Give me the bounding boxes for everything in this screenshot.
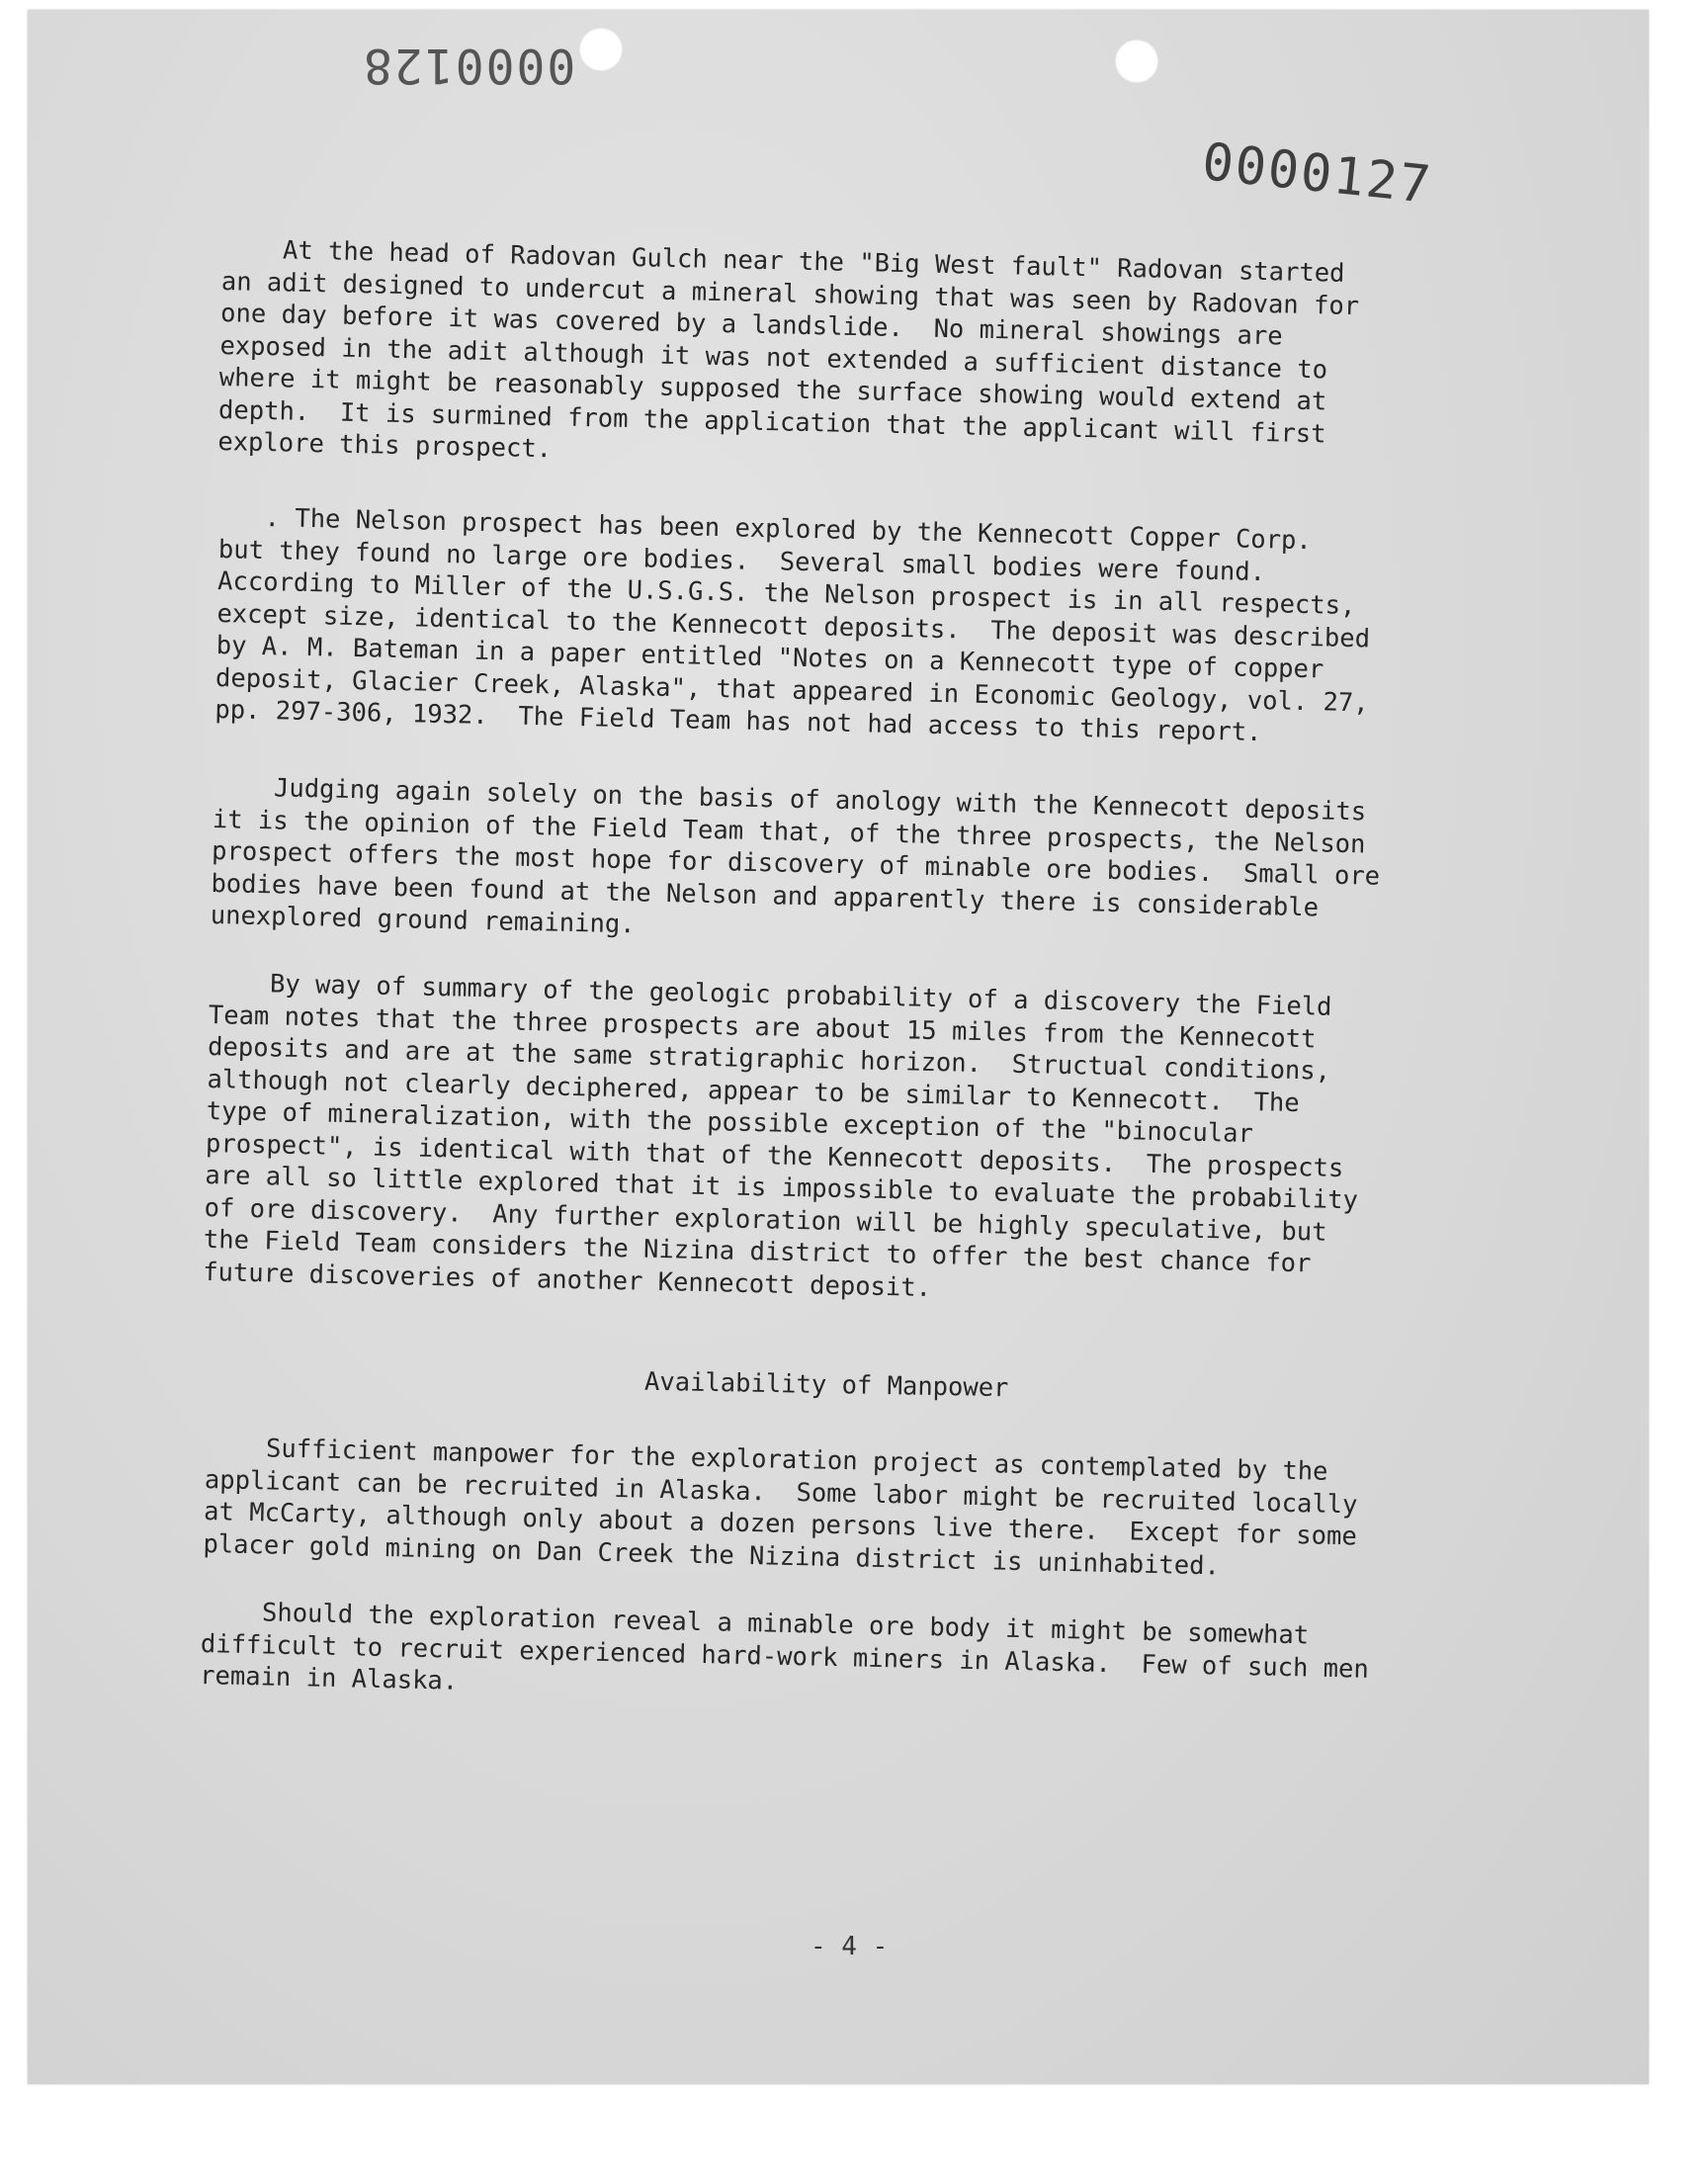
paragraph-field-team-opinion: Judging again solely on the basis of anology with the Kennecott deposits it is the opinion of the Field Team that, of the three prospects, the Nelson prospect offers the most hope for discovery of minable ore bodies. Small ore bodies have been found at the Nelson and apparently there is considerable unexplored ground remaining. (210, 771, 1381, 940)
paragraph-manpower-recruitment: Sufficient manpower for the exploration project as contemplated by the applicant can be recruited in Alaska. Some labor might be recruited locally at McCarty, although only about a dozen persons live there. Except for some placer gold mining on Dan Creek the Nizina district is uninhabited. (203, 1432, 1358, 1581)
paragraph-experienced-miners: Should the exploration reveal a minable ore body it might be somewhat difficult to recruit experienced hard-work miners in Alaska. Few of such men remain in Alaska. (199, 1596, 1370, 1696)
paragraph-radovan-gulch: At the head of Radovan Gulch near the "Big West fault" Radovan started an adit designed to undercut a mineral showing that was seen by Radovan for one day before it was covered by a landslide. No mineral showings are exposed in the adit although it was not extended a sufficient distance to where it might be reasonably supposed the surface showing would extend at depth. It is surmined from the application that the applicant will first explore this prospect. (217, 233, 1360, 465)
paragraph-nelson-prospect: . The Nelson prospect has been explored by the Kennecott Copper Corp. but they found no large ore bodies. Several small bodies were found. According to Miller of the U.S.G.S. the Nelson prospect is in all respects, except size, identical to the Kennecott deposits. The deposit was described by A. M. Bateman in a paper entitled "Notes on a Kennecott type of copper deposit, Glacier Creek, Alaska", that appeared in Economic Geology, vol. 27, pp. 297-306, 1932. The Field Team has not had access to this report. (214, 501, 1371, 748)
section-heading-manpower: Availability of Manpower (643, 1366, 1009, 1404)
document-number-stamp: 0000127 (1199, 131, 1435, 217)
page-number: - 4 - (811, 1932, 889, 1961)
punch-hole-left (579, 28, 623, 71)
punch-hole-right (1115, 40, 1158, 83)
paragraph-geologic-summary: By way of summary of the geologic probability of a discovery the Field Team notes that the three prospects are about 15 miles from the Kennecott deposits and are at the same stratigraphic horizon. Structual conditions, although not clearly deciphered, appear to be similar to Kennecott. The type of mineralization, with the possible exception of the "binocular prospect", is identical with that of the Kennecott deposits. The prospects are all so little explored that it is impossible to evaluate the probability of ore discovery. Any further exploration will be highly speculative, but the Field Team considers the Nizina district to offer the best chance for future discoveries of another Kennecott deposit. (202, 967, 1359, 1303)
document-page (28, 10, 1649, 2084)
document-number-stamp-upside-down: 0000128 (362, 38, 576, 93)
